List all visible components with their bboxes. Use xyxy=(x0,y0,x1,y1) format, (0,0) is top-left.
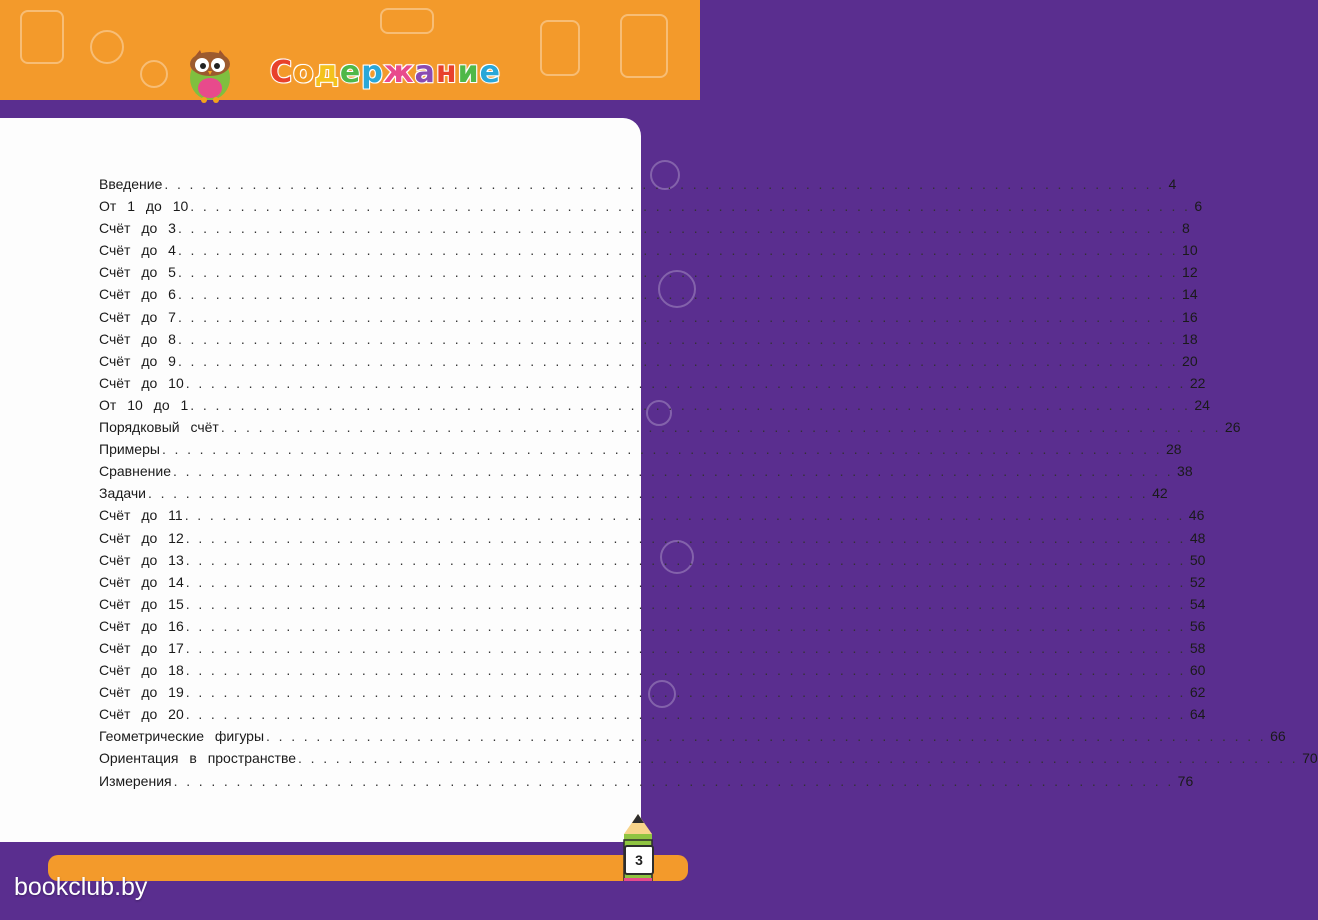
title-letter: о xyxy=(293,55,314,90)
doodle-decoration xyxy=(20,10,64,64)
toc-row[interactable] xyxy=(99,551,1206,574)
toc-label: Счёт до 16 xyxy=(99,617,184,634)
toc-leader: . . . . . . . . . . . . . . . . . . . . . . . . . . . . . . . . . . . . . . . . . . . . . . . . . . . . . . . . . . . . . . . . . . . . . . . . . . . . . . . . xyxy=(164,176,1165,192)
toc-label: Счёт до 13 xyxy=(99,551,184,568)
toc-page-number: 24 xyxy=(1194,396,1210,413)
toc-page-number: 26 xyxy=(1224,419,1241,436)
toc-page-number: 62 xyxy=(1189,684,1206,701)
toc-page-number: 60 xyxy=(1189,662,1206,679)
toc-page-number: 38 xyxy=(1177,463,1193,480)
toc-leader: . . . . . . . . . . . . . . . . . . . . . . . . . . . . . . . . . . . . . . . . . . . . . . . . . . . . . . . . . . . . . . . . . . . . . . . . . . . . . . . . xyxy=(184,507,1185,524)
toc-label: Счёт до 8 xyxy=(99,330,176,347)
toc-page-number: 54 xyxy=(1189,595,1206,612)
toc-leader: . . . . . . . . . . . . . . . . . . . . . . . . . . . . . . . . . . . . . . . . . . . . . . . . . . . . . . . . . . . . . . . . . . . . . . . . . . . . . . . . xyxy=(173,772,1174,789)
toc-row[interactable] xyxy=(99,352,1198,375)
toc-page-number: 10 xyxy=(1182,242,1198,259)
toc-page-number: 8 xyxy=(1182,220,1190,237)
toc-row[interactable] xyxy=(99,573,1206,596)
toc-leader: . . . . . . . . . . . . . . . . . . . . . . . . . . . . . . . . . . . . . . . . . . . . . . . . . . . . . . . . . . . . . . . . . . . . . . . . . . . . . . . . xyxy=(177,330,1179,347)
doodle-decoration xyxy=(380,8,434,34)
toc-page-number: 22 xyxy=(1189,374,1206,391)
toc-label: Измерения xyxy=(99,772,172,789)
title-letter: е xyxy=(339,55,361,90)
doodle-decoration xyxy=(540,20,580,76)
toc-row[interactable] xyxy=(99,617,1206,640)
toc-row[interactable] xyxy=(99,684,1206,706)
title-letter: р xyxy=(361,55,383,90)
header-divider xyxy=(0,100,700,120)
toc-label: Счёт до 14 xyxy=(99,573,184,590)
toc-label: Задачи xyxy=(99,485,147,502)
toc-row[interactable] xyxy=(99,419,1241,441)
toc-label: Счёт до 20 xyxy=(99,706,184,723)
toc-label: Примеры xyxy=(99,441,160,458)
toc-row[interactable] xyxy=(99,728,1286,750)
toc-leader: . . . . . . . . . . . . . . . . . . . . . . . . . . . . . . . . . . . . . . . . . . . . . . . . . . . . . . . . . . . . . . . . . . . . . . . . . . . . . . . . xyxy=(185,662,1186,679)
toc-label: Счёт до 6 xyxy=(99,286,176,303)
toc-row[interactable] xyxy=(99,286,1198,308)
title-letter: д xyxy=(314,55,339,90)
toc-label: Счёт до 11 xyxy=(99,507,183,524)
doodle-decoration xyxy=(620,14,668,78)
toc-page-number: 58 xyxy=(1189,639,1206,656)
toc-label: Геометрические фигуры xyxy=(99,728,265,745)
toc-label: Счёт до 10 xyxy=(99,374,184,391)
toc-page-number: 18 xyxy=(1182,330,1198,347)
page-number: 3 xyxy=(624,845,654,875)
watermark: bookclub.by xyxy=(14,873,148,901)
toc-row[interactable] xyxy=(99,463,1193,485)
toc-leader: . . . . . . . . . . . . . . . . . . . . . . . . . . . . . . . . . . . . . . . . . . . . . . . . . . . . . . . . . . . . . . . . . . . . . . . . . . . . . . . . xyxy=(220,419,1221,436)
toc-row[interactable] xyxy=(99,441,1182,463)
toc-leader: . . . . . . . . . . . . . . . . . . . . . . . . . . . . . . . . . . . . . . . . . . . . . . . . . . . . . . . . . . . . . . . . . . . . . . . . . . . . . . . . xyxy=(190,198,1191,215)
toc-leader: . . . . . . . . . . . . . . . . . . . . . . . . . . . . . . . . . . . . . . . . . . . . . . . . . . . . . . . . . . . . . . . . . . . . . . . . . . . . . . . . xyxy=(172,463,1174,480)
toc-leader: . . . . . . . . . . . . . . . . . . . . . . . . . . . . . . . . . . . . . . . . . . . . . . . . . . . . . . . . . . . . . . . . . . . . . . . . . . . . . . . . xyxy=(148,485,1149,502)
toc-leader: . . . . . . . . . . . . . . . . . . . . . . . . . . . . . . . . . . . . . . . . . . . . . . . . . . . . . . . . . . . . . . . . . . . . . . . . . . . . . . . . xyxy=(185,639,1186,656)
toc-label: Счёт до 4 xyxy=(99,242,176,259)
toc-label: Счёт до 18 xyxy=(99,662,184,679)
toc-page-number: 46 xyxy=(1188,507,1205,524)
toc-leader: . . . . . . . . . . . . . . . . . . . . . . . . . . . . . . . . . . . . . . . . . . . . . . . . . . . . . . . . . . . . . . . . . . . . . . . . . . . . . . . . xyxy=(185,573,1186,590)
toc-leader: . . . . . . . . . . . . . . . . . . . . . . . . . . . . . . . . . . . . . . . . . . . . . . . . . . . . . . . . . . . . . . . . . . . . . . . . . . . . . . . . xyxy=(177,308,1179,325)
toc-page-number: 64 xyxy=(1189,706,1206,723)
toc-leader: . . . . . . . . . . . . . . . . . . . . . . . . . . . . . . . . . . . . . . . . . . . . . . . . . . . . . . . . . . . . . . . . . . . . . . . . . . . . . . . . xyxy=(185,684,1186,701)
toc-row[interactable] xyxy=(99,330,1198,353)
toc-leader: . . . . . . . . . . . . . . . . . . . . . . . . . . . . . . . . . . . . . . . . . . . . . . . . . . . . . . . . . . . . . . . . . . . . . . . . . . . . . . . . xyxy=(161,441,1162,458)
toc-leader: . . . . . . . . . . . . . . . . . . . . . . . . . . . . . . . . . . . . . . . . . . . . . . . . . . . . . . . . . . . . . . . . . . . . . . . . . . . . . . . . xyxy=(266,728,1267,745)
toc-leader: . . . . . . . . . . . . . . . . . . . . . . . . . . . . . . . . . . . . . . . . . . . . . . . . . . . . . . . . . . . . . . . . . . . . . . . . . . . . . . . . xyxy=(185,595,1186,612)
toc-label: Счёт до 3 xyxy=(99,220,176,237)
table-of-contents xyxy=(99,176,1318,795)
toc-label: Ориентация в пространстве xyxy=(99,750,297,767)
toc-leader: . . . . . . . . . . . . . . . . . . . . . . . . . . . . . . . . . . . . . . . . . . . . . . . . . . . . . . . . . . . . . . . . . . . . . . . . . . . . . . . . xyxy=(185,529,1186,546)
toc-label: Сравнение xyxy=(99,463,171,480)
toc-label: Счёт до 5 xyxy=(99,264,176,281)
toc-label: Счёт до 9 xyxy=(99,352,176,369)
toc-row[interactable] xyxy=(99,396,1210,419)
toc-row[interactable] xyxy=(99,176,1177,198)
toc-page-number: 66 xyxy=(1270,728,1286,745)
owl-icon xyxy=(186,46,234,102)
toc-page-number: 6 xyxy=(1194,198,1203,215)
doodle-decoration xyxy=(140,60,168,88)
toc-leader: . . . . . . . . . . . . . . . . . . . . . . . . . . . . . . . . . . . . . . . . . . . . . . . . . . . . . . . . . . . . . . . . . . . . . . . . . . . . . . . . xyxy=(177,352,1179,369)
toc-label: Введение xyxy=(99,176,163,192)
toc-row[interactable] xyxy=(99,529,1206,552)
toc-row[interactable] xyxy=(99,750,1318,772)
toc-row[interactable] xyxy=(99,507,1205,529)
toc-leader: . . . . . . . . . . . . . . . . . . . . . . . . . . . . . . . . . . . . . . . . . . . . . . . . . . . . . . . . . . . . . . . . . . . . . . . . . . . . . . . . xyxy=(185,374,1186,391)
toc-page-number: 4 xyxy=(1168,176,1177,192)
toc-page-number: 70 xyxy=(1302,750,1318,767)
toc-leader: . . . . . . . . . . . . . . . . . . . . . . . . . . . . . . . . . . . . . . . . . . . . . . . . . . . . . . . . . . . . . . . . . . . . . . . . . . . . . . . . xyxy=(177,286,1179,303)
toc-leader: . . . . . . . . . . . . . . . . . . . . . . . . . . . . . . . . . . . . . . . . . . . . . . . . . . . . . . . . . . . . . . . . . . . . . . . . . . . . . . . . xyxy=(185,617,1186,634)
toc-row[interactable] xyxy=(99,662,1206,684)
toc-row[interactable] xyxy=(99,220,1190,242)
toc-row[interactable] xyxy=(99,264,1198,286)
toc-row[interactable] xyxy=(99,485,1168,507)
toc-label: От 1 до 10 xyxy=(99,198,189,215)
toc-leader: . . . . . . . . . . . . . . . . . . . . . . . . . . . . . . . . . . . . . . . . . . . . . . . . . . . . . . . . . . . . . . . . . . . . . . . . . . . . . . . . xyxy=(177,264,1179,281)
doodle-decoration xyxy=(90,30,124,64)
title-letter: ж xyxy=(383,55,414,90)
page-title xyxy=(270,56,500,90)
toc-leader: . . . . . . . . . . . . . . . . . . . . . . . . . . . . . . . . . . . . . . . . . . . . . . . . . . . . . . . . . . . . . . . . . . . . . . . . . . . . . . . . xyxy=(298,750,1299,767)
toc-label: Счёт до 15 xyxy=(99,595,184,612)
toc-label: Счёт до 19 xyxy=(99,684,184,701)
toc-label: Счёт до 7 xyxy=(99,308,176,325)
toc-row[interactable] xyxy=(99,308,1198,331)
toc-label: Порядковый счёт xyxy=(99,419,219,436)
toc-page-number: 52 xyxy=(1189,573,1206,590)
toc-row[interactable] xyxy=(99,374,1206,397)
toc-label: От 10 до 1 xyxy=(99,396,189,413)
toc-label: Счёт до 17 xyxy=(99,639,184,656)
toc-leader: . . . . . . . . . . . . . . . . . . . . . . . . . . . . . . . . . . . . . . . . . . . . . . . . . . . . . . . . . . . . . . . . . . . . . . . . . . . . . . . . xyxy=(185,706,1186,723)
toc-page-number: 14 xyxy=(1182,286,1198,303)
toc-leader: . . . . . . . . . . . . . . . . . . . . . . . . . . . . . . . . . . . . . . . . . . . . . . . . . . . . . . . . . . . . . . . . . . . . . . . . . . . . . . . . xyxy=(190,396,1191,413)
toc-page-number: 16 xyxy=(1182,308,1198,325)
toc-label: Счёт до 12 xyxy=(99,529,184,546)
toc-page-number: 50 xyxy=(1189,551,1206,568)
toc-page-number: 48 xyxy=(1189,529,1206,546)
toc-page-number: 76 xyxy=(1177,772,1194,789)
toc-row[interactable] xyxy=(99,772,1194,795)
toc-leader: . . . . . . . . . . . . . . . . . . . . . . . . . . . . . . . . . . . . . . . . . . . . . . . . . . . . . . . . . . . . . . . . . . . . . . . . . . . . . . . . xyxy=(185,551,1186,568)
toc-row[interactable] xyxy=(99,639,1206,662)
toc-leader: . . . . . . . . . . . . . . . . . . . . . . . . . . . . . . . . . . . . . . . . . . . . . . . . . . . . . . . . . . . . . . . . . . . . . . . . . . . . . . . . xyxy=(177,220,1179,237)
toc-row[interactable] xyxy=(99,595,1206,618)
toc-page-number: 56 xyxy=(1189,617,1206,634)
toc-page-number: 12 xyxy=(1182,264,1198,281)
toc-page-number: 20 xyxy=(1182,352,1198,369)
toc-row[interactable] xyxy=(99,706,1206,728)
toc-page-number: 28 xyxy=(1166,441,1182,458)
toc-row[interactable] xyxy=(99,242,1198,264)
toc-page-number: 42 xyxy=(1152,485,1168,502)
title-letter: е xyxy=(479,55,500,90)
toc-row[interactable] xyxy=(99,198,1203,220)
title-letter: С xyxy=(270,55,293,90)
toc-leader: . . . . . . . . . . . . . . . . . . . . . . . . . . . . . . . . . . . . . . . . . . . . . . . . . . . . . . . . . . . . . . . . . . . . . . . . . . . . . . . . xyxy=(177,242,1179,259)
title-letter: а xyxy=(414,55,435,90)
title-letter: н xyxy=(435,55,457,90)
title-letter: и xyxy=(457,55,479,90)
